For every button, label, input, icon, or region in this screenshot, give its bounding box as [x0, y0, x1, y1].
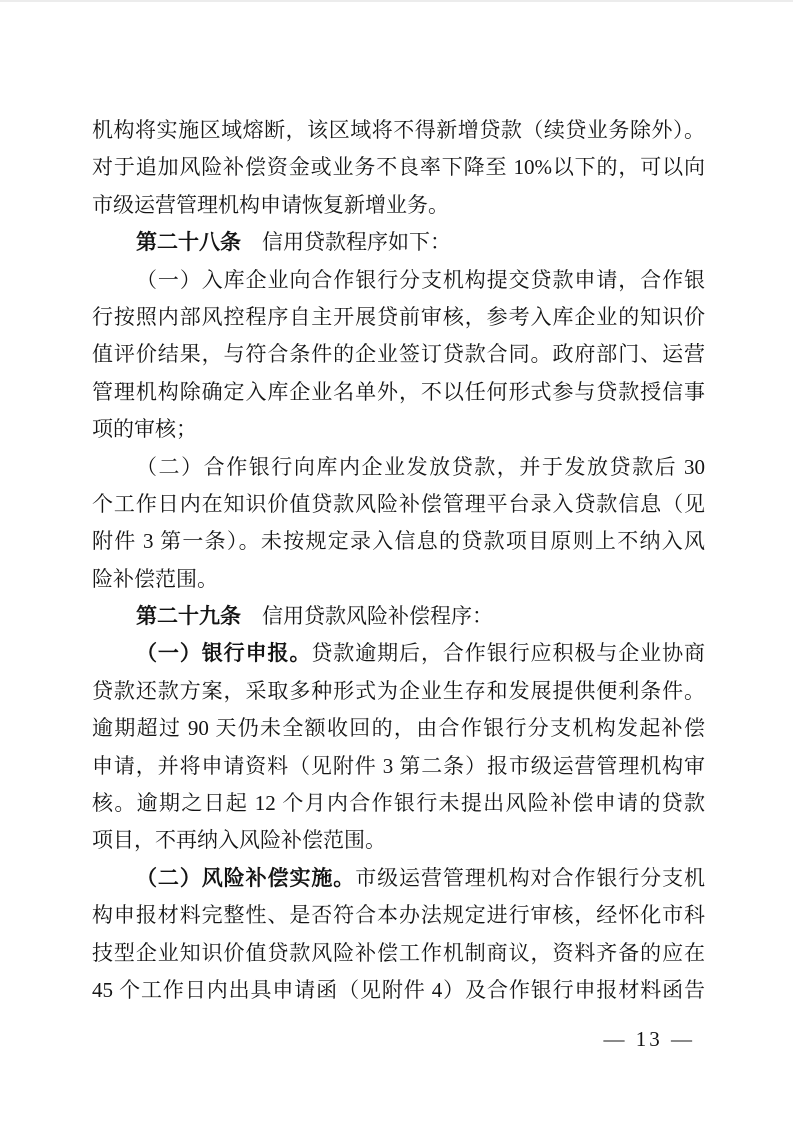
body-text: 信用贷款风险补偿程序： — [241, 604, 493, 629]
text-line — [92, 748, 705, 785]
body-text: 45 个工作日内出具申请函（见附件 4）及合作银行申报材料函告 — [92, 977, 705, 1002]
text-line — [92, 673, 705, 710]
text-line — [92, 972, 705, 1009]
bold-heading-text: （二）风险补偿实施。 — [136, 865, 356, 890]
body-text: 构申报材料完整性、是否符合本办法规定进行审核，经怀化市科 — [92, 903, 705, 928]
text-line — [92, 262, 705, 299]
body-text: 市级运营管理机构对合作银行分支机 — [355, 865, 706, 890]
text-line — [92, 336, 705, 373]
bold-heading-text: （一）银行申报。 — [136, 641, 312, 666]
body-text: 个工作日内在知识价值贷款风险补偿管理平台录入贷款信息（见 — [92, 491, 705, 516]
body-text: 信用贷款程序如下： — [241, 230, 451, 255]
body-text: （二）合作银行向库内企业发放贷款，并于发放贷款后 30 — [136, 454, 705, 479]
page-number: — 13 — — [603, 1027, 695, 1051]
text-line — [92, 224, 705, 261]
body-text: （一）入库企业向合作银行分支机构提交贷款申请，合作银 — [136, 267, 705, 292]
text-line — [92, 935, 705, 972]
body-text: 机构将实施区域熔断，该区域将不得新增贷款（续贷业务除外）。 — [92, 118, 705, 142]
body-text: 行按照内部风控程序自主开展贷前审核，参考入库企业的知识价 — [92, 304, 705, 329]
body-text: 对于追加风险补偿资金或业务不良率下降至 10%以下的，可以向 — [92, 155, 705, 180]
text-line — [92, 785, 705, 822]
body-text: 险补偿范围。 — [92, 566, 218, 591]
body-text: 贷款逾期后，合作银行应积极与企业协商 — [311, 641, 705, 666]
bold-heading-text: 第二十八条 — [136, 230, 241, 255]
body-text: 项的审核； — [92, 417, 197, 442]
body-text: 申请，并将申请资料（见附件 3 第二条）报市级运营管理机构审 — [92, 753, 705, 778]
body-text: 技型企业知识价值贷款风险补偿工作机制商议，资料齐备的应在 — [92, 940, 705, 965]
text-line — [92, 486, 705, 523]
text-line — [92, 299, 705, 336]
body-text: 管理机构除确定入库企业名单外，不以任何形式参与贷款授信事 — [92, 379, 705, 404]
body-text: 项目，不再纳入风险补偿范围。 — [92, 828, 386, 853]
text-line — [92, 449, 705, 486]
text-line — [92, 523, 705, 560]
body-text: 逾期超过 90 天仍未全额收回的，由合作银行分支机构发起补偿 — [92, 716, 705, 741]
document-body — [92, 112, 705, 1009]
text-line — [92, 112, 705, 149]
text-line — [92, 635, 705, 672]
body-text: 贷款还款方案，采取多种形式为企业生存和发展提供便利条件。 — [92, 678, 705, 703]
body-text: 附件 3 第一条）。未按规定录入信息的贷款项目原则上不纳入风 — [92, 529, 705, 554]
text-line — [92, 374, 705, 411]
text-line — [92, 411, 705, 448]
text-line — [92, 561, 705, 598]
text-line — [92, 598, 705, 635]
body-text: 值评价结果，与符合条件的企业签订贷款合同。政府部门、运营 — [92, 342, 705, 367]
text-line — [92, 897, 705, 934]
text-line — [92, 860, 705, 897]
text-line — [92, 149, 705, 186]
text-line — [92, 187, 705, 224]
text-line — [92, 822, 705, 859]
body-text: 核。逾期之日起 12 个月内合作银行未提出风险补偿申请的贷款 — [92, 791, 705, 816]
text-line — [92, 710, 705, 747]
bold-heading-text: 第二十九条 — [136, 604, 241, 629]
body-text: 市级运营管理机构申请恢复新增业务。 — [92, 192, 449, 217]
